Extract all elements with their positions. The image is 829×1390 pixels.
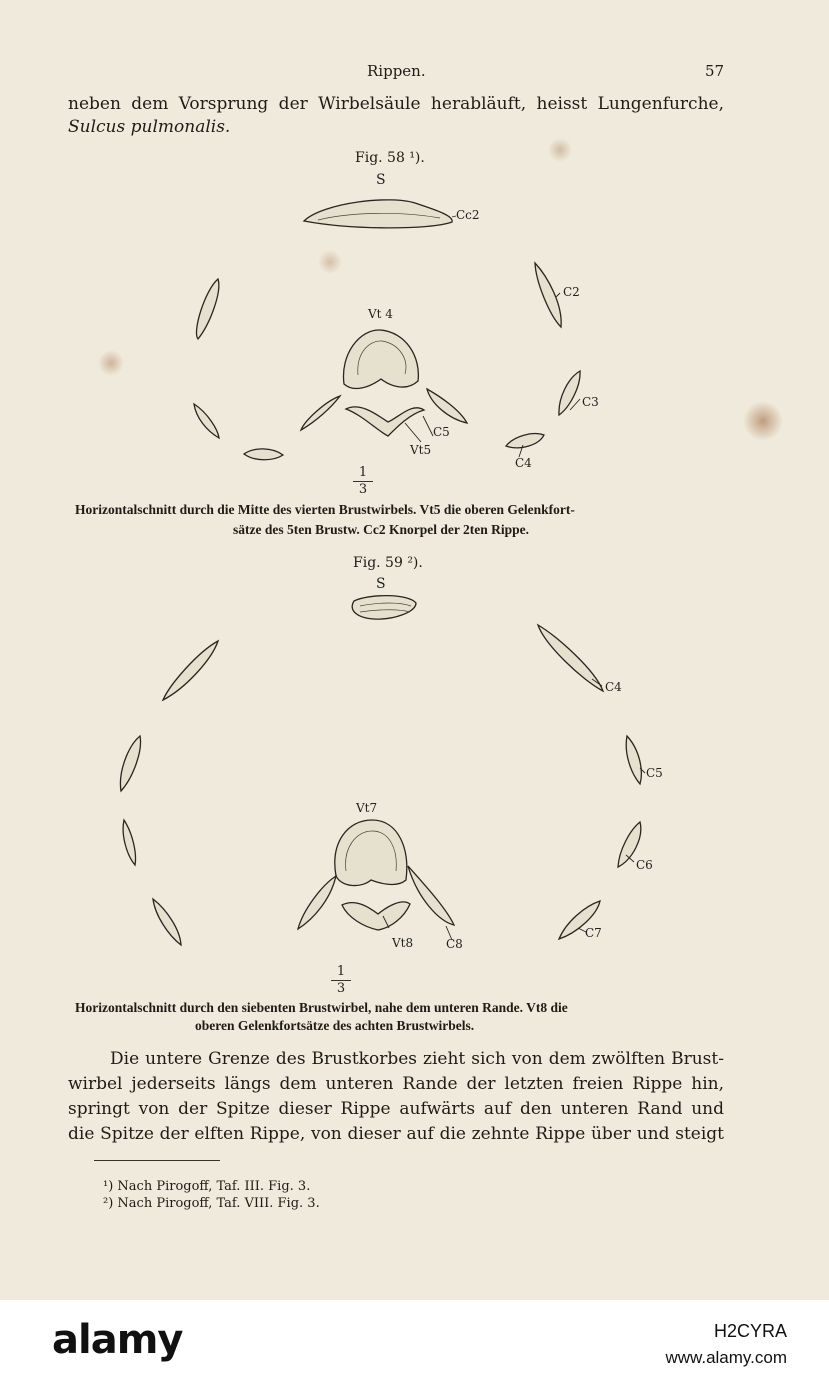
figure-59-heading: Fig. 59 ²). (353, 555, 423, 571)
body-text-line-italic: Sulcus pulmonalis. (68, 117, 231, 137)
stock-url: www.alamy.com (665, 1348, 787, 1367)
vertebra-vt7 (335, 820, 407, 886)
sternum-59 (352, 596, 416, 619)
label-c8-59: C8 (446, 937, 463, 951)
footnote-rule (94, 1160, 220, 1161)
label-c2-58: C2 (563, 285, 580, 299)
scale-numerator: 1 (358, 465, 368, 480)
scale-denominator: 3 (336, 980, 346, 996)
label-c5-59: C5 (646, 766, 663, 780)
label-c7-59: C7 (585, 926, 602, 940)
stock-logo: alamy (52, 1317, 183, 1363)
figure-58-caption-line2: sätze des 5ten Brustw. Cc2 Knorpel der 2ten Rippe. (233, 522, 529, 537)
running-title: Rippen. (367, 62, 426, 80)
footnote-1: ¹) Nach Pirogoff, Taf. III. Fig. 3. (103, 1179, 311, 1194)
figure-58-heading: Fig. 58 ¹). (355, 150, 425, 166)
label-s-59: S (376, 576, 386, 592)
label-s-58: S (376, 172, 386, 188)
figure-58-caption-line1: Horizontalschnitt durch die Mitte des vierten Brustwirbels. Vt5 die oberen Gelenkfort- (75, 502, 575, 517)
footnote-2: ²) Nach Pirogoff, Taf. VIII. Fig. 3. (103, 1196, 320, 1211)
figure-59-caption-line1: Horizontalschnitt durch den siebenten Brustwirbel, nahe dem unteren Rande. Vt8 die (75, 1000, 568, 1015)
rib-c4-59 (538, 625, 603, 691)
label-vt5: Vt5 (410, 443, 432, 457)
left-rib-bottom-59 (153, 899, 181, 945)
label-c6-59: C6 (636, 858, 653, 872)
right-rib-paravert-59 (408, 866, 454, 925)
label-vt7: Vt7 (356, 801, 378, 815)
paragraph-line: springt von der Spitze dieser Rippe aufwärts auf den unteren Rand und (68, 1099, 724, 1119)
figure-59-caption-line2: oberen Gelenkfortsätze des achten Brustwirbels. (195, 1018, 475, 1033)
label-vt4: Vt 4 (368, 307, 393, 321)
stock-image-id: H2CYRA (713, 1321, 787, 1341)
left-rib-upper-59 (163, 641, 218, 700)
scale-denominator: 3 (358, 481, 368, 497)
articular-process-vt8 (342, 902, 410, 930)
left-rib-paravert-59 (298, 876, 336, 929)
label-c3-58: C3 (582, 395, 599, 409)
body-text-line: neben dem Vorsprung der Wirbelsäule herabläuft, heisst Lungenfurche, (68, 94, 724, 114)
label-vt8: Vt8 (392, 936, 414, 950)
page-number: 57 (705, 62, 725, 80)
paragraph-line: wirbel jederseits längs dem unteren Rande der letzten freien Rippe hin, (68, 1074, 724, 1094)
scale-fraction-59 (331, 965, 351, 995)
label-c4-59: C4 (605, 680, 622, 694)
label-c5-58: C5 (433, 425, 450, 439)
label-c4-58: C4 (515, 456, 532, 470)
left-rib-mid-59 (120, 736, 140, 791)
left-rib-lower-59 (123, 820, 135, 865)
rib-c5-59 (626, 736, 641, 784)
scale-numerator: 1 (336, 964, 346, 979)
paragraph-line: die Spitze der elften Rippe, von dieser auf die zehnte Rippe über und steigt (68, 1124, 724, 1144)
label-cc2: Cc2 (456, 208, 480, 222)
paragraph-line: Die untere Grenze des Brustkorbes zieht sich von dem zwölften Brust- (110, 1049, 724, 1069)
